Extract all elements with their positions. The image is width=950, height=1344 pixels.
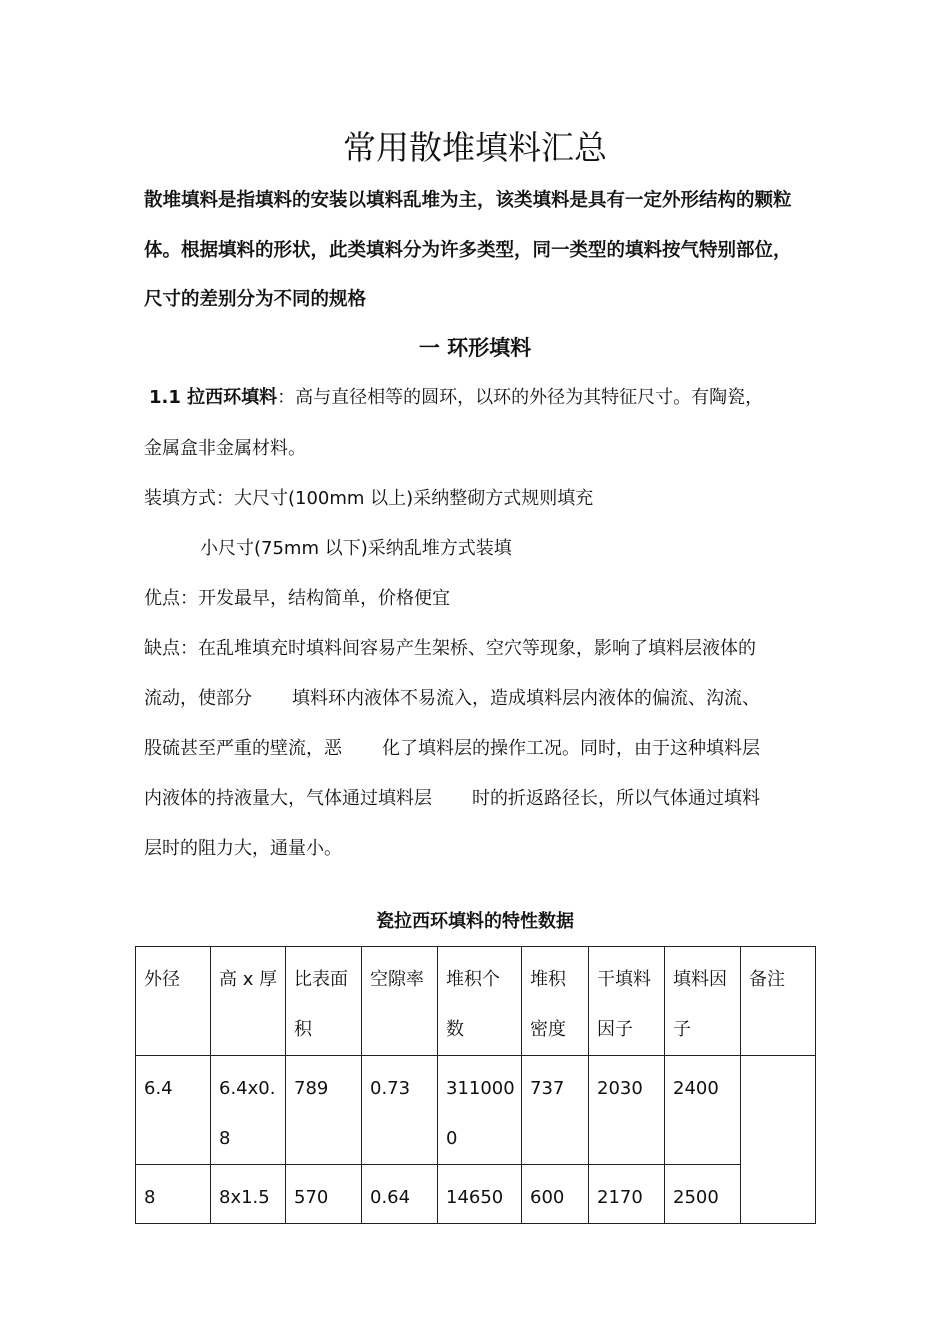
table-caption: 瓷拉西环填料的特性数据 bbox=[376, 911, 574, 932]
header-packing-factor: 填料因子 bbox=[665, 947, 741, 1056]
disadvantages-line-2 bbox=[144, 684, 760, 714]
cell-dry-packing-factor: 2030 bbox=[589, 1056, 665, 1165]
table-row bbox=[136, 1056, 816, 1165]
disadvantages-line-1: 缺点：在乱堆填充时填料间容易产生架桥、空穴等现象，影响了填料层液体的 bbox=[144, 638, 756, 659]
cell-specific-surface: 789 bbox=[286, 1056, 362, 1165]
cell-void-fraction: 0.64 bbox=[362, 1165, 438, 1224]
cell-outer-diameter: 8 bbox=[136, 1165, 211, 1224]
section-heading: 一 环形填料 bbox=[418, 335, 532, 360]
raschig-ring-data-table bbox=[135, 946, 816, 1224]
advantages-line: 优点：开发最早，结构简单，价格便宜 bbox=[144, 588, 450, 609]
cell-dry-packing-factor: 2170 bbox=[589, 1165, 665, 1224]
cell-packing-count: 3110000 bbox=[438, 1056, 522, 1165]
disadvantages-line-4-part-b: 时的折返路径长，所以气体通过填料 bbox=[472, 788, 760, 809]
header-dry-packing-factor: 干填料因子 bbox=[589, 947, 665, 1056]
cell-remark bbox=[741, 1056, 816, 1224]
table-header-row bbox=[136, 947, 816, 1056]
disadvantages-line-2-part-b: 填料环内液体不易流入，造成填料层内液体的偏流、沟流、 bbox=[292, 688, 760, 709]
cell-bulk-density: 737 bbox=[522, 1056, 589, 1165]
disadvantages-line-4-part-a: 内液体的持液量大，气体通过填料层 bbox=[144, 788, 432, 809]
disadvantages-line-3-part-b: 化了填料层的操作工况。同时，由于这种填料层 bbox=[382, 738, 760, 759]
cell-packing-factor: 2500 bbox=[665, 1165, 741, 1224]
header-bulk-density: 堆积密度 bbox=[522, 947, 589, 1056]
raschig-ring-materials: 金属盒非金属材料。 bbox=[144, 438, 306, 459]
header-specific-surface: 比表面积 bbox=[286, 947, 362, 1056]
fill-method-line-2: 小尺寸(75mm 以下)采纳乱堆方式装填 bbox=[200, 538, 512, 559]
intro-paragraph: 散堆填料是指填料的安装以填料乱堆为主，该类填料是具有一定外形结构的颗粒体。根据填料的形状，此类填料分为许多类型，同一类型的填料按气特别部位，尺寸的差别分为不同的规格 bbox=[144, 190, 792, 310]
fill-method-line: 装填方式：大尺寸(100mm 以上)采纳整砌方式规则填充 bbox=[144, 488, 594, 509]
raschig-ring-description: ：高与直径相等的圆环，以环的外径为其特征尺寸。有陶瓷， bbox=[277, 387, 764, 408]
cell-packing-count: 14650 bbox=[438, 1165, 522, 1224]
cell-height-thickness: 6.4x0.8 bbox=[211, 1056, 286, 1165]
disadvantages-line-2-part-a: 流动，使部分 bbox=[144, 688, 252, 709]
table-row bbox=[136, 1165, 816, 1224]
raschig-ring-label: 1.1 拉西环填料 bbox=[149, 387, 278, 408]
disadvantages-line-3-part-a: 股硫甚至严重的壁流，恶 bbox=[144, 738, 342, 759]
header-void-fraction: 空隙率 bbox=[362, 947, 438, 1056]
cell-void-fraction: 0.73 bbox=[362, 1056, 438, 1165]
disadvantages-line-5: 层时的阻力大，通量小。 bbox=[144, 838, 342, 859]
cell-bulk-density: 600 bbox=[522, 1165, 589, 1224]
disadvantages-line-4 bbox=[144, 784, 760, 814]
cell-outer-diameter: 6.4 bbox=[136, 1056, 211, 1165]
raschig-ring-definition bbox=[144, 383, 763, 413]
header-outer-diameter: 外径 bbox=[136, 947, 211, 1056]
disadvantages-line-3 bbox=[144, 734, 760, 764]
cell-height-thickness: 8x1.5 bbox=[211, 1165, 286, 1224]
header-remark: 备注 bbox=[741, 947, 816, 1056]
cell-specific-surface: 570 bbox=[286, 1165, 362, 1224]
header-packing-count: 堆积个数 bbox=[438, 947, 522, 1056]
cell-packing-factor: 2400 bbox=[665, 1056, 741, 1165]
document-title: 常用散堆填料汇总 bbox=[343, 128, 607, 167]
header-height-thickness: 高 x 厚 bbox=[211, 947, 286, 1056]
